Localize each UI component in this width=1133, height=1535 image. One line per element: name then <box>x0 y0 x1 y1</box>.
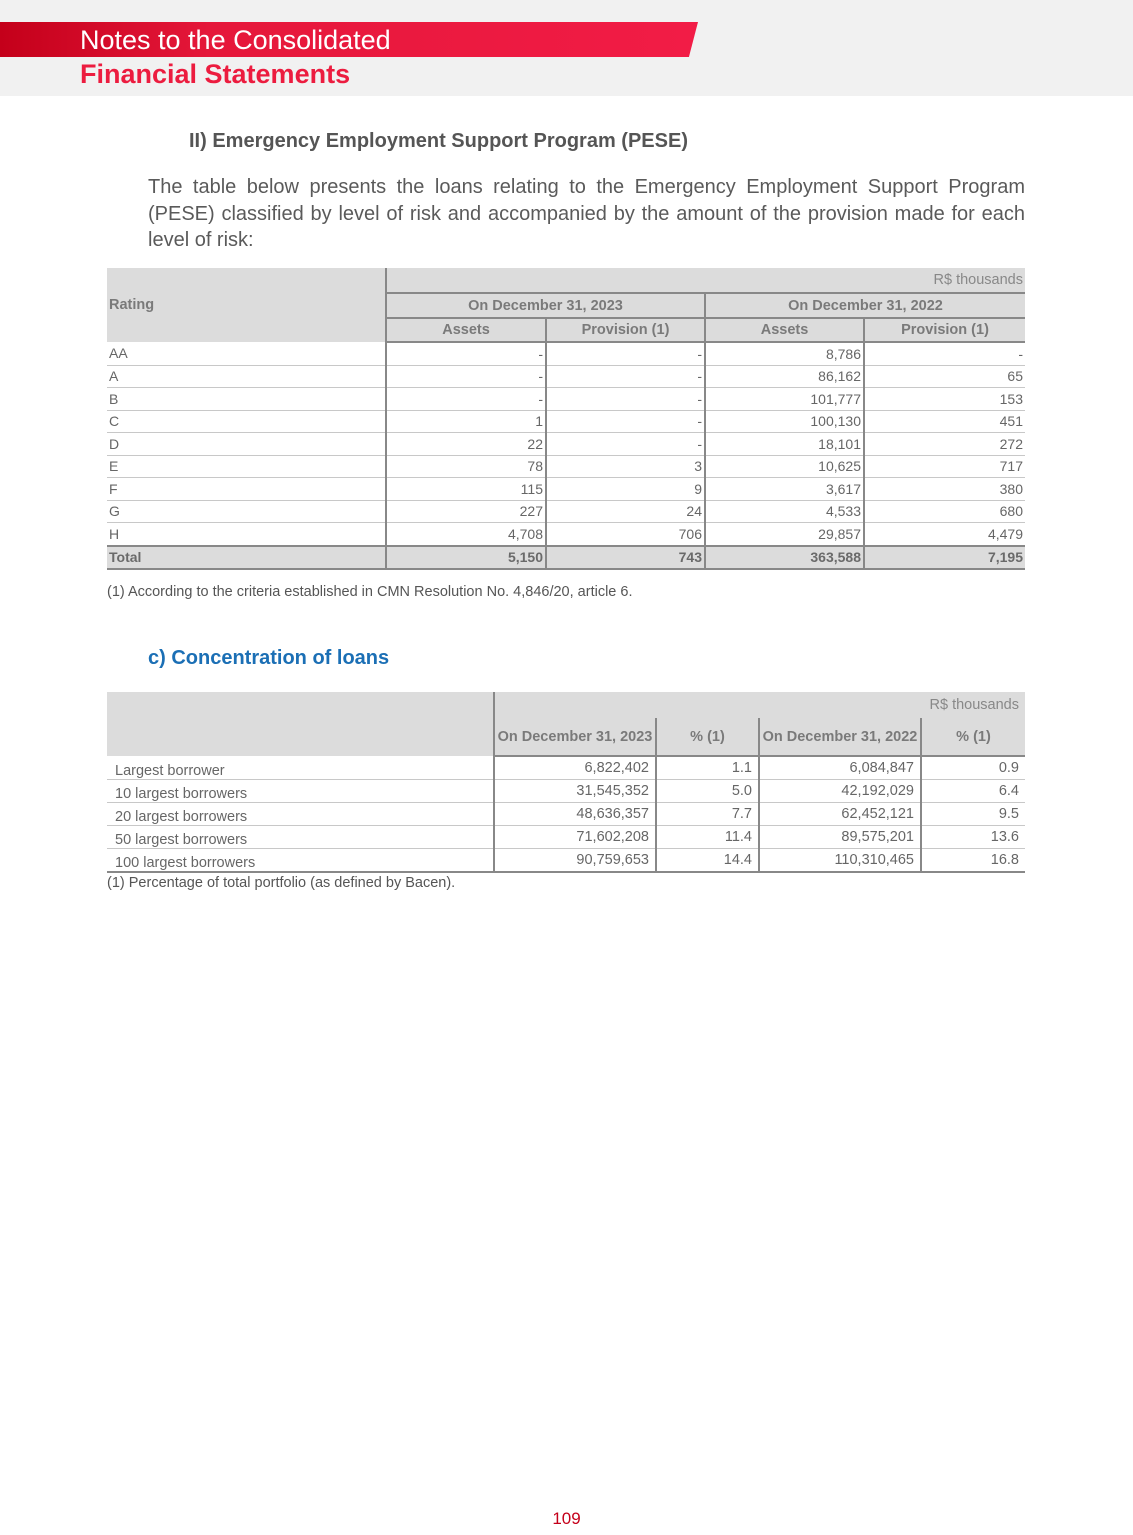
row-label: 100 largest borrowers <box>107 849 494 873</box>
table-row <box>107 523 1025 546</box>
table-cell: - <box>386 365 546 388</box>
table-row <box>107 478 1025 501</box>
table-row <box>107 546 1025 570</box>
table-cell: 7.7 <box>656 803 759 826</box>
table-row <box>107 500 1025 523</box>
provision-2023-header: Provision (1) <box>546 318 705 342</box>
table-cell: 153 <box>864 388 1025 411</box>
table-row <box>107 826 1025 849</box>
table-row <box>107 410 1025 433</box>
page-header <box>0 0 1133 96</box>
table-cell: 272 <box>864 433 1025 456</box>
table-cell: 0.9 <box>921 756 1025 780</box>
table-cell: 9.5 <box>921 803 1025 826</box>
row-label: D <box>107 433 386 456</box>
table-cell: - <box>546 365 705 388</box>
table-cell: - <box>546 410 705 433</box>
table-row <box>107 780 1025 803</box>
table-cell: 89,575,201 <box>759 826 921 849</box>
row-label: F <box>107 478 386 501</box>
table-cell: 18,101 <box>705 433 864 456</box>
col-pct-2022-header: % (1) <box>921 718 1025 756</box>
page-number: 109 <box>552 1509 581 1528</box>
table-cell: 1 <box>386 410 546 433</box>
table-cell: 451 <box>864 410 1025 433</box>
table-cell: 29,857 <box>705 523 864 546</box>
col-2023-header: On December 31, 2023 <box>494 718 656 756</box>
table-cell: 13.6 <box>921 826 1025 849</box>
table-cell: 11.4 <box>656 826 759 849</box>
table-cell: 48,636,357 <box>494 803 656 826</box>
table-cell: - <box>864 342 1025 365</box>
section-title: II) Emergency Employment Support Program (PESE) <box>189 130 688 152</box>
table-cell: 22 <box>386 433 546 456</box>
table-cell: 42,192,029 <box>759 780 921 803</box>
period-2022-header: On December 31, 2022 <box>705 293 1025 318</box>
table-cell: 227 <box>386 500 546 523</box>
assets-2022-header: Assets <box>705 318 864 342</box>
period-2023-header: On December 31, 2023 <box>386 293 705 318</box>
table-cell: 10,625 <box>705 455 864 478</box>
row-label: 50 largest borrowers <box>107 826 494 849</box>
concentration-heading: c) Concentration of loans <box>148 647 390 669</box>
table-row <box>107 455 1025 478</box>
table-row <box>107 342 1025 365</box>
row-label: C <box>107 410 386 433</box>
table-cell: 706 <box>546 523 705 546</box>
table-cell: 9 <box>546 478 705 501</box>
table-cell: 4,533 <box>705 500 864 523</box>
table-cell: 6.4 <box>921 780 1025 803</box>
row-label: A <box>107 365 386 388</box>
table-cell: 3 <box>546 455 705 478</box>
row-label: AA <box>107 342 386 365</box>
table-cell: 743 <box>546 546 705 570</box>
row-label: H <box>107 523 386 546</box>
table-cell: 5,150 <box>386 546 546 570</box>
row-label: E <box>107 455 386 478</box>
table-cell: 5.0 <box>656 780 759 803</box>
provision-2022-header: Provision (1) <box>864 318 1025 342</box>
pese-footnote: (1) According to the criteria established in CMN Resolution No. 4,846/20, article 6. <box>107 584 633 600</box>
assets-2023-header: Assets <box>386 318 546 342</box>
table-cell: 31,545,352 <box>494 780 656 803</box>
table-cell: 380 <box>864 478 1025 501</box>
table-cell: 3,617 <box>705 478 864 501</box>
table-cell: 1.1 <box>656 756 759 780</box>
borrower-header <box>107 692 494 756</box>
concentration-table <box>107 692 1025 873</box>
header-title-line1: Notes to the Consolidated <box>80 25 391 55</box>
table-cell: 71,602,208 <box>494 826 656 849</box>
table-cell: 90,759,653 <box>494 849 656 873</box>
table-cell: 65 <box>864 365 1025 388</box>
table-cell: 6,084,847 <box>759 756 921 780</box>
table-cell: 363,588 <box>705 546 864 570</box>
table-cell: 6,822,402 <box>494 756 656 780</box>
table-cell: - <box>386 388 546 411</box>
rating-header: Rating <box>107 268 386 342</box>
row-label: Largest borrower <box>107 756 494 780</box>
row-label: 20 largest borrowers <box>107 803 494 826</box>
concentration-unit-label: R$ thousands <box>494 692 1025 718</box>
table-row <box>107 849 1025 873</box>
table-row <box>107 388 1025 411</box>
table-cell: 86,162 <box>705 365 864 388</box>
table-cell: 78 <box>386 455 546 478</box>
row-label: G <box>107 500 386 523</box>
table-cell: 62,452,121 <box>759 803 921 826</box>
col-pct-2023-header: % (1) <box>656 718 759 756</box>
table-cell: 14.4 <box>656 849 759 873</box>
table-cell: - <box>386 342 546 365</box>
table-cell: - <box>546 388 705 411</box>
table-cell: 16.8 <box>921 849 1025 873</box>
concentration-footnote: (1) Percentage of total portfolio (as defined by Bacen). <box>107 875 456 891</box>
intro-paragraph: The table below presents the loans relating to the Emergency Employment Support Program (PESE) classified by level of risk and accompanied by the amount of the provision made for each level of risk: <box>148 176 1025 251</box>
table-cell: 100,130 <box>705 410 864 433</box>
header-title-line2: Financial Statements <box>80 59 351 89</box>
table-cell: 680 <box>864 500 1025 523</box>
pese-unit-label: R$ thousands <box>386 268 1025 293</box>
table-cell: 110,310,465 <box>759 849 921 873</box>
table-row <box>107 365 1025 388</box>
table-row <box>107 756 1025 780</box>
row-label: Total <box>107 546 386 570</box>
table-cell: 717 <box>864 455 1025 478</box>
row-label: B <box>107 388 386 411</box>
table-cell: 115 <box>386 478 546 501</box>
row-label: 10 largest borrowers <box>107 780 494 803</box>
table-cell: 4,479 <box>864 523 1025 546</box>
table-cell: 101,777 <box>705 388 864 411</box>
table-cell: - <box>546 433 705 456</box>
table-cell: - <box>546 342 705 365</box>
pese-risk-table <box>107 268 1025 570</box>
col-2022-header: On December 31, 2022 <box>759 718 921 756</box>
table-row <box>107 803 1025 826</box>
table-cell: 4,708 <box>386 523 546 546</box>
table-cell: 8,786 <box>705 342 864 365</box>
table-row <box>107 433 1025 456</box>
table-cell: 7,195 <box>864 546 1025 570</box>
table-cell: 24 <box>546 500 705 523</box>
